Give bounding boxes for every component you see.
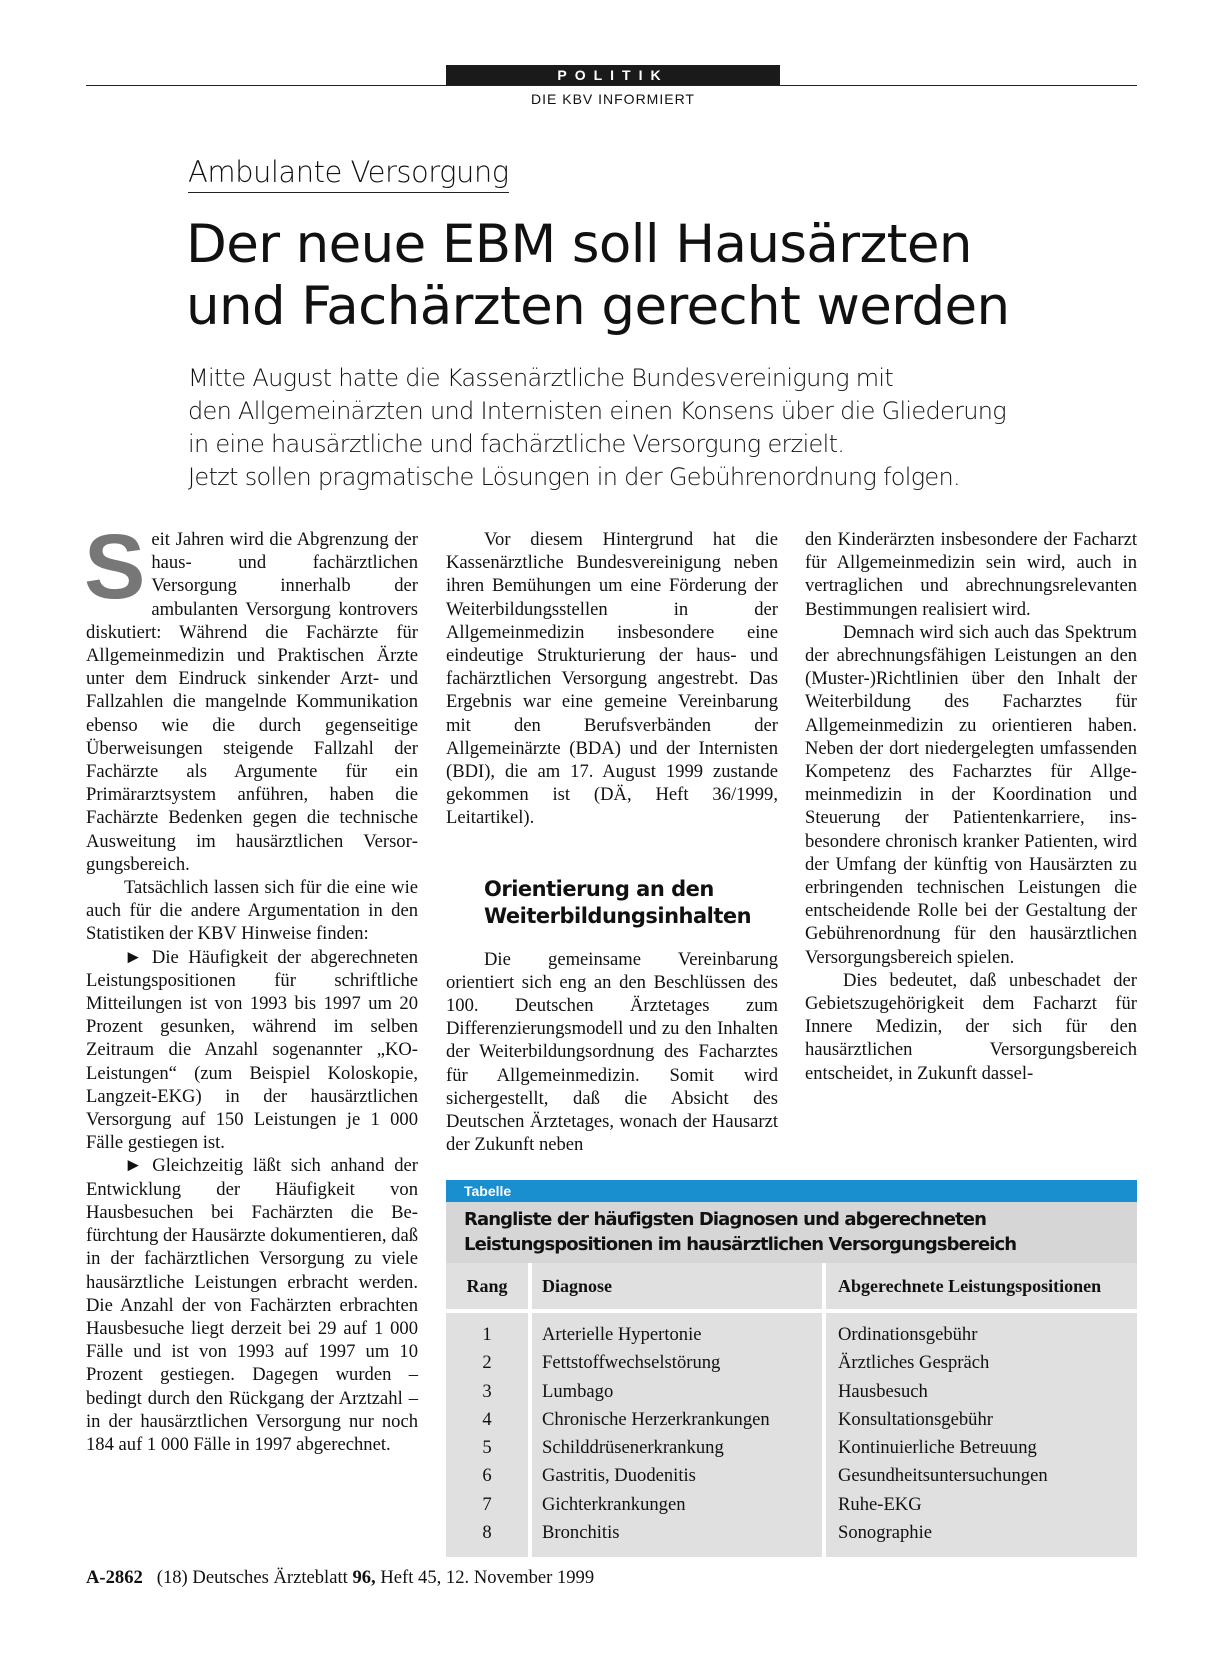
table-cell: Kontinuierliche Betreuung (838, 1437, 1037, 1459)
table-cell: Ruhe-EKG (838, 1493, 922, 1515)
text-column-1 (84, 516, 418, 1456)
bullet-paragraph: ► Die Häufigkeit der abgerechneten Leistungspositionen für schriftliche Mitteilungen ist von 1993 bis 1997 um 20 Prozent gesunken, während im selben Zeitraum die Anzahl sogenannter „KO-Leistungen“ (zum Beispiel Koloskopie, Langzeit-EKG) in der hausärztlichen Versorgung auf 150 Leistungen je 1 000 Fälle gestiegen ist. (86, 946, 418, 1154)
article-lead (188, 362, 1148, 494)
lead-line-4: Jetzt sollen pragmatische Lösungen in der Gebührenordnung folgen. (188, 463, 960, 491)
table-cell: Schilddrüsenerkrankung (542, 1437, 724, 1459)
section-label: POLITIK (446, 65, 780, 85)
table-cell: 3 (482, 1380, 492, 1402)
table-cell: Sonographie (838, 1522, 932, 1544)
table-cell: 8 (482, 1522, 492, 1544)
rank-column (446, 1313, 528, 1557)
lead-line-2: den Allgemeinärzten und Internisten einen Konsens über die Gliederung (188, 397, 1006, 425)
table-cell: Konsultationsgebühr (838, 1408, 993, 1430)
headline-line-1: Der neue EBM soll Hausärzten (186, 214, 972, 275)
header-diagnose: Diagnose (532, 1263, 822, 1309)
table-cell: Hausbesuch (838, 1380, 928, 1402)
drop-cap: S (84, 516, 146, 618)
table-cell: Chronische Herzerkrankungen (542, 1408, 770, 1430)
paragraph: Tatsächlich lassen sich für die eine wie auch für die andere Argumentation in den Statistiken der KBV Hinweise finden: (86, 877, 418, 945)
table-cell: 6 (482, 1465, 492, 1487)
table-label: Tabelle (446, 1180, 1137, 1202)
issue-details: Heft 45, 12. November 1999 (380, 1567, 595, 1588)
data-table (446, 1180, 1137, 1557)
volume-number: 96, (352, 1567, 376, 1588)
table-cell: Fettstoffwechselstörung (542, 1352, 721, 1374)
lead-line-1: Mitte August hatte die Kassenärztliche Bundesvereinigung mit (188, 364, 894, 392)
table-header-row (446, 1263, 1137, 1309)
issue-prefix: (18) Deutsches Ärzteblatt (156, 1567, 348, 1588)
table-cell: Ordinationsgebühr (838, 1324, 978, 1345)
header-rule (86, 85, 1137, 86)
article-kicker: Ambulante Versorgung (188, 154, 509, 193)
header-rang: Rang (446, 1263, 528, 1309)
paragraph: eit Jahren wird die Abgrenzung der haus- und fachärztlichen Versorgung innerhalb der ambulanten Versorgung kontrovers diskutiert: Während die Fachärzte für Allgemeinmedizin und Praktischen Ärzte unter dem Eindruck sinkender Arzt- und Fallzahlen die mangelnde Kommunikation ebenso wie die durch gegenseitige Überweisungen steigende Fallzahl der Fachärzte als Argumente für ein Primärarztsystem anführen, haben die Fachärzte Bedenken gegen die technische Ausweitung im hausärztlichen Versorgungsbereich. (86, 529, 418, 875)
subheading-line-2: Weiterbildungsinhalten (484, 903, 752, 928)
diagnosis-column (532, 1313, 822, 1557)
services-column (826, 1313, 1137, 1557)
paragraph: Die gemeinsame Vereinbarung orientiert sich eng an den Beschlüssen des 100. Deutschen Ärztetages zum Differenzierungsmodell und zu den Inhalten der Weiterbildungsordnung des Facharztes für Allgemeinmedizin. Somit wird sichergestellt, daß die Absicht des Deutschen Ärztetages, wonach der Hausarzt der Zukunft neben (446, 948, 778, 1156)
article-headline (186, 214, 1086, 338)
paragraph: Vor diesem Hintergrund hat die Kassenärztliche Bundesvereinigung neben ihren Bemühungen um eine Förderung der Weiterbildungsstellen in der Allgemeinmedizin insbesondere eine eindeutige Strukturierung der haus- und fachärztlichen Versorgung angestrebt. Das Ergebnis war eine gemeine Vereinbarung mit den Berufsverbänden der Allgemeinärzte (BDA) und der Internisten (BDI), die am 17. August 1999 zustande gekommen ist (DÄ, Heft 36/1999, Leitartikel). (446, 529, 778, 829)
header-leistungen: Abgerechnete Leistungspositionen (826, 1263, 1137, 1309)
headline-line-2: und Fachärzten gerecht werden (186, 276, 1010, 337)
table-cell: Gastritis, Duodenitis (542, 1465, 696, 1487)
table-cell: Gesundheitsuntersuchungen (838, 1465, 1048, 1487)
lead-line-3: in eine hausärztliche und fachärztliche Versorgung erzielt. (188, 430, 845, 458)
paragraph: Dies bedeutet, daß unbeschadet der Gebietszugehörigkeit dem Facharzt für Innere Medizin, der sich für den hausärztlichen Versorgungsbereich entscheidet, in Zukunft dassel- (805, 969, 1137, 1084)
text-column-3 (805, 528, 1137, 1085)
section-sublabel: DIE KBV INFORMIERT (531, 91, 695, 107)
table-cell: 5 (482, 1437, 492, 1459)
paragraph: den Kinderärzten insbesondere der Facharzt für Allgemeinmedizin sein wird, auch in vertraglichen und abrechnungsrelevanten Bestimmungen realisiert wird. (805, 529, 1137, 620)
table-cell: Ärztliches Gespräch (838, 1352, 990, 1374)
page-footer (86, 1567, 594, 1589)
bullet-paragraph: ► Gleichzeitig läßt sich anhand der Entwicklung der Häufigkeit von Hausbesuchen bei Fachärzten die Befürchtung der Hausärzte dokumentieren, daß in der fachärztlichen Versorgung zu viele hausärztliche Leistungen erbracht werden. Die Anzahl der von Fachärzten erbrachten Hausbesuche liegt derzeit bei 29 auf 1 000 Fälle und ist von 1993 auf 1997 um 10 Prozent gestiegen. Dagegen wurden – bedingt durch den Rückgang der Arztzahl – in der hausärztlichen Versorgung nur noch 184 auf 1 000 Fälle in 1997 abgerechnet. (86, 1155, 418, 1455)
table-body (446, 1313, 1137, 1557)
table-cell: Gichterkrankungen (542, 1493, 686, 1515)
table-cell: 1 (482, 1324, 492, 1345)
paragraph: Demnach wird sich auch das Spektrum der abrechnungsfähigen Leistungen an den (Muster-)Richtlinien über den Inhalt der Weiterbildung des Facharztes für Allgemeinmedizin zu orientieren haben. Neben der dort niedergelegten umfassenden Kompetenz des Facharztes für Allgemeinmedizin in der Koordination und Steuerung der Patientenkarriere, insbesondere chronisch kranker Patienten, wird der Umfang der künftig von Hausärzten zu erbringenden technischen Leistungen die entscheidende Rolle bei der Gestaltung der Gebührenordnung für den hausärztlichen Versorgungsbereich spielen. (805, 621, 1137, 968)
subheading-line-1: Orientierung an den (484, 876, 714, 901)
table-title: Rangliste der häufigsten Diagnosen und abgerechneten Leistungspositionen im hausärztlichen Versorgungsbereich (446, 1202, 1137, 1263)
table-cell: 2 (482, 1352, 492, 1374)
table-cell: Arterielle Hypertonie (542, 1324, 702, 1345)
table-cell: Bronchitis (542, 1522, 620, 1544)
table-cell: 4 (482, 1408, 492, 1430)
text-column-2 (446, 528, 778, 1156)
section-subheading (484, 876, 778, 930)
page-number: A-2862 (86, 1567, 143, 1588)
table-cell: 7 (482, 1493, 492, 1515)
table-cell: Lumbago (542, 1380, 614, 1402)
